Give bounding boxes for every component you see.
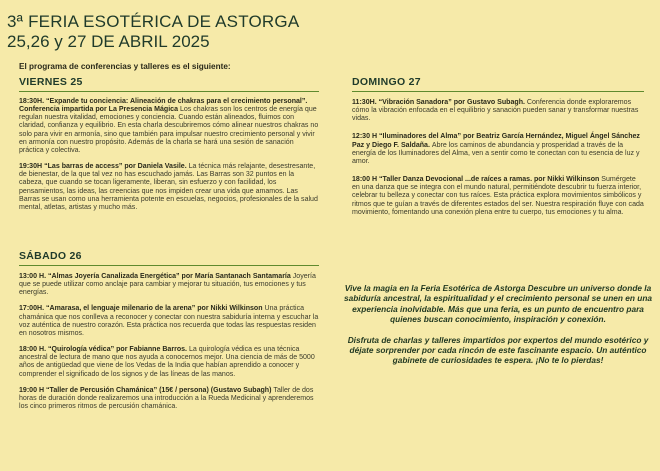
event-item [352,133,644,166]
event-description: La técnica más relajante, desestresante, de bienestar, de la que tal vez no has escuchado jamás. Las Barras son 32 puntos en la cabeza, que cuando se tocan ligeramente, liberan, sin esfuerzo y con facilidad, los pensamientos, las ideas, las creencias que nos impiden crear una vida que amamos. Las Barras se usan como una herramienta potente en escuelas, negocios, profesionales de la salud mental, atletas, artistas y mucho más. [19,163,318,211]
event-header: 19:00 H “Taller de Percusión Chamánica” (15€ / persona) (Gustavo Subagh) [19,386,274,394]
event-item [19,305,319,338]
event-description: La quirología védica es una técnica ancestral de lectura de mano que nos ayuda a conocernos mejor. Una ciencia de más de 5000 años de antigüedad que viene de los Vedas de la India que habían aprendido a conocer y comprender el significado de los signos y de las líneas de las manos. [19,346,315,378]
event-item [19,98,319,155]
event-item [19,163,319,212]
event-item [19,273,319,297]
event-header: 19:30H “Las barras de access” por Daniela Vasile. [19,163,189,171]
event-item [352,99,644,123]
event-description: Conferencia donde exploraremos cómo la vibración enfocada en el equilibrio y sanación pueden sanar y transformar nuestras vidas. [352,99,639,123]
section-heading: SÁBADO 26 [19,250,319,266]
promo-paragraph: Vive la magia en la Feria Esotérica de Astorga Descubre un universo donde la sabiduría ancestral, la espiritualidad y el crecimiento personal se unen en una experiencia inolvidable. Más que una feria, es un punto de encuentro para quienes buscan conocimiento, inspiración y conexión. [344,283,653,325]
page-subtitle-dates: 25,26 y 27 DE ABRIL 2025 [7,32,210,51]
event-item [19,387,319,411]
event-header: 18:30H. “Expande tu conciencia: Alineación de chakras para el crecimiento personal”. Conferencia impartida por La Presencia Mágica [19,98,308,114]
promo-quote [344,283,652,366]
event-description: Una práctica chamánica que nos conlleva a reconocer y conectar con nuestra sabiduría interna y escuchar la voz auténtica de nuestro corazón. Esta práctica nos recuerda que todas las respuestas residen en nosotros mismos. [19,305,319,337]
event-header: 12:30 H “Iluminadores del Alma” por Beatriz García Hernández, Miguel Ángel Sánchez Paz y Diego F. Saldaña. [352,133,640,149]
event-header: 18:00 H. “Quirología védica” por Fabianne Barros. [19,346,189,354]
event-header: 11:30H. “Vibración Sanadora” por Gustavo Subagh. [352,99,527,106]
section-heading: DOMINGO 27 [352,76,644,92]
section-sabado [19,250,319,411]
event-header: 13:00 H. “Almas Joyería Canalizada Energética” por María Santanach Santamaría [19,273,293,280]
page-title: 3ª FERIA ESOTÉRICA DE ASTORGA [7,12,300,31]
section-heading: VIERNES 25 [19,76,319,92]
event-description: Los chakras son los centros de energía que regulan nuestra vitalidad, emociones y conciencia. Cuando están alineados, fluimos con claridad, confianza y equilibrio. En esta charla descubriremos cómo alinear nuestros chakras no solo para vivir en armonía, sino que también para impulsar nuestro crecimiento personal y vivir en armonía con nuestro propósito. Además de la charla se hará una sesión de sanación práctica y colectiva. [19,106,319,154]
event-description: Abre los caminos de abundancia y prosperidad a través de la energía de los Iluminadores del Alma, ven a sentir como te conectan con tu esencia de luz y amor. [352,141,640,165]
event-description: Taller de dos horas de duración donde realizaremos una introducción a la Rueda Medicinal y aprenderemos los cinco primeros ritmos de percusión chamánica. [19,386,314,411]
event-header: 18:00 H “Taller Danza Devocional ...de raíces a ramas. por Nikki Wilkinson [352,176,602,184]
section-domingo [352,76,644,217]
event-header: 17:00H. “Amarasa, el lenguaje milenario de la arena” por Nikki Wilkinson [19,305,265,313]
event-item [352,176,644,217]
event-item [19,346,319,379]
event-description: Joyería que se puede utilizar como anclaje para cambiar y mejorar tu situación, tus emociones y tus energías. [19,273,316,297]
event-description: Sumérgete en una danza que se integra con el mundo natural, permitiéndote descubrir tu fuerza interior, celebrar tu belleza y conectar con tus raíces. Esta práctica explora movimientos simbólicos y ritmos que te guían a través de diferentes estados del ser. Nuestra respiración fluye con cada movimiento, fomentando una conexión plena entre tu cuerpo, tus emociones y tu alma. [352,176,644,216]
intro-text: El programa de conferencias y talleres es el siguiente: [19,62,231,71]
section-viernes [19,76,319,212]
promo-paragraph: Disfruta de charlas y talleres impartidos por expertos del mundo esotérico y déjate sorprender por cada rincón de este fascinante espacio. Un auténtico gabinete de curiosidades te espera. ¡No te lo pierdas! [347,334,649,366]
